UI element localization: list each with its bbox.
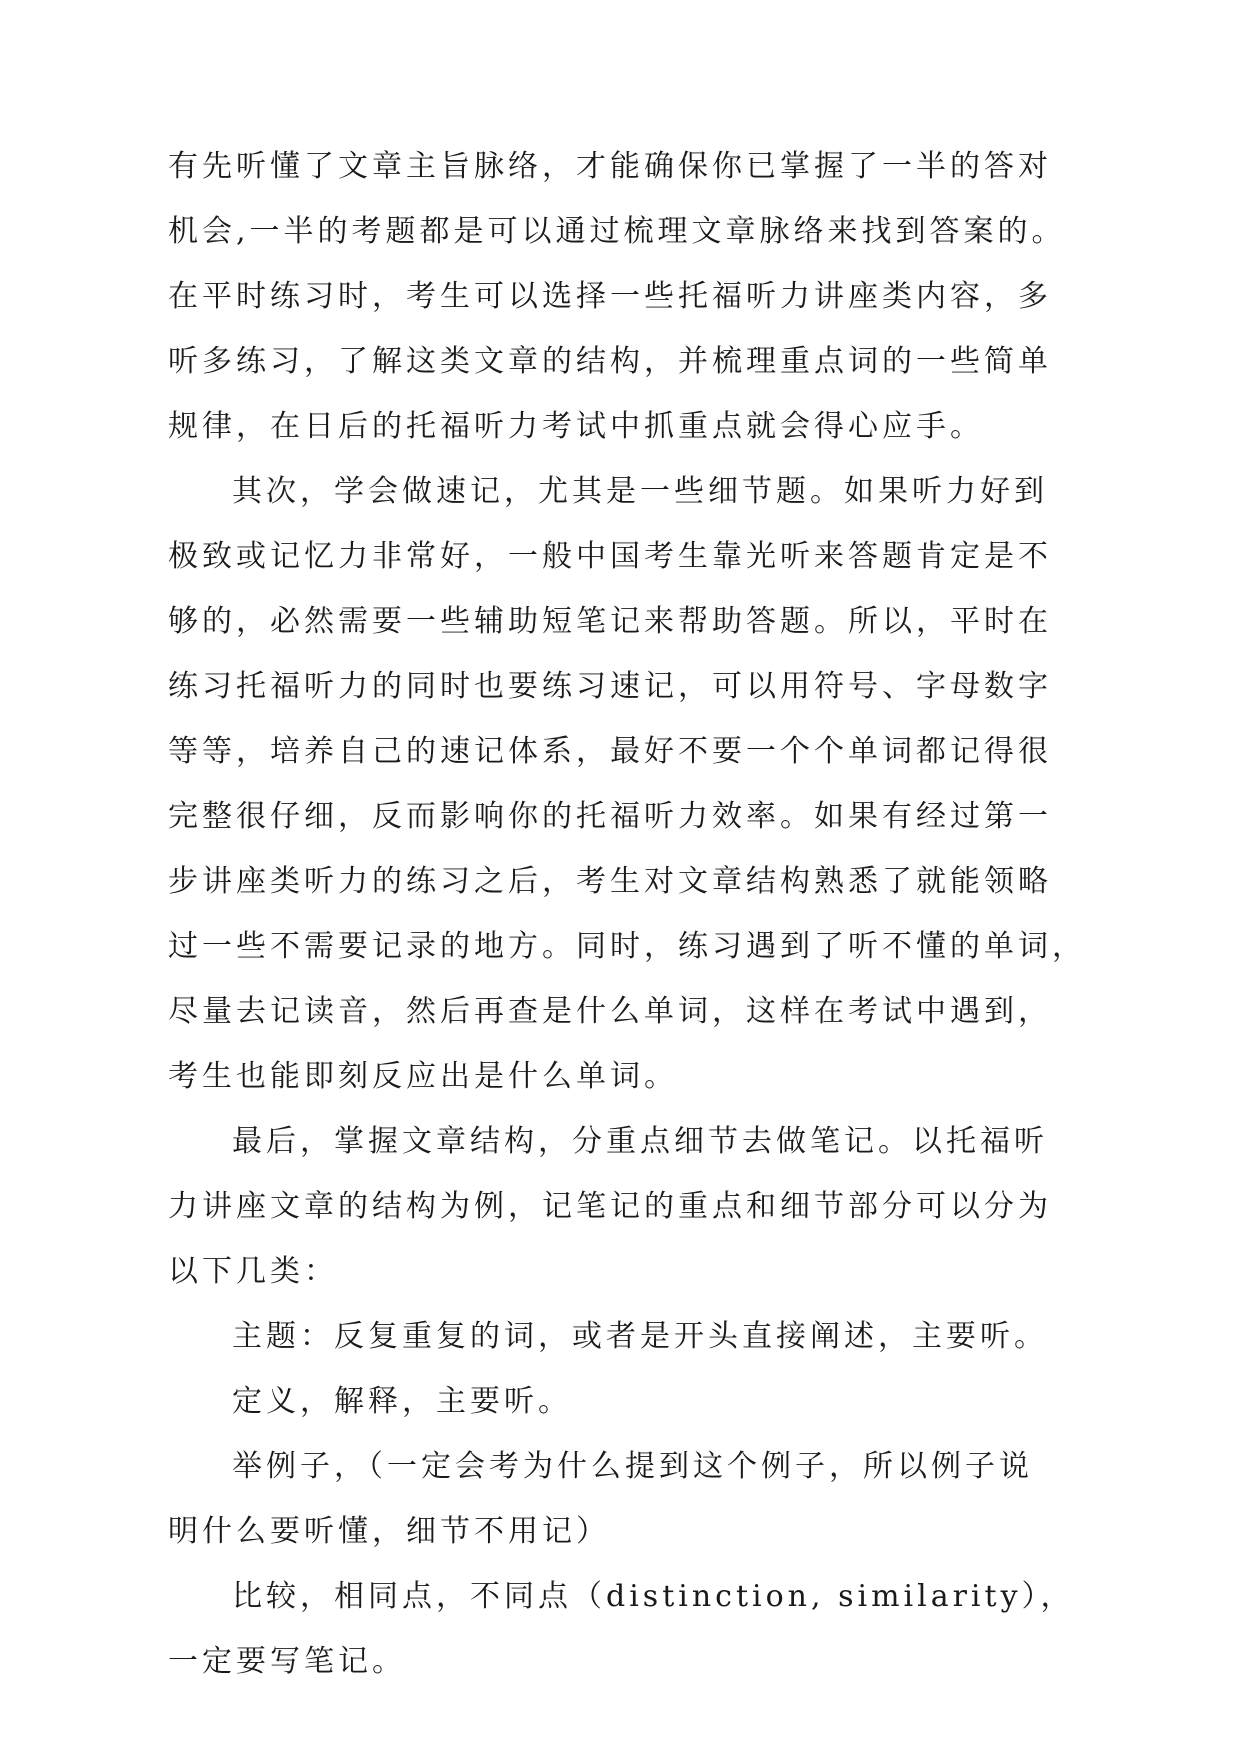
text-line: 规律，在日后的托福听力考试中抓重点就会得心应手。 — [168, 409, 984, 444]
text-line: 练习托福听力的同时也要练习速记，可以用符号、字母数字 — [168, 669, 1052, 704]
text-line: 尽量去记读音，然后再查是什么单词，这样在考试中遇到， — [168, 994, 1052, 1029]
text-line: 听多练习，了解这类文章的结构，并梳理重点词的一些简单 — [168, 344, 1052, 379]
paragraph-first-line: 最后，掌握文章结构，分重点细节去做笔记。以托福听 — [232, 1124, 1048, 1159]
text-line: 机会,一半的考题都是可以通过梳理文章脉络来找到答案的。 — [168, 214, 1066, 249]
text-line: 步讲座类听力的练习之后，考生对文章结构熟悉了就能领略 — [168, 864, 1052, 899]
list-item-topic: 主题：反复重复的词，或者是开头直接阐述，主要听。 — [232, 1319, 1048, 1354]
text-line: 考生也能即刻反应出是什么单词。 — [168, 1059, 678, 1094]
text-line: 一定要写笔记。 — [168, 1644, 406, 1679]
text-line: 等等，培养自己的速记体系，最好不要一个个单词都记得很 — [168, 734, 1052, 769]
list-item-comparison: 比较，相同点，不同点（distinction, similarity）， — [232, 1579, 1075, 1614]
text-line: 完整很仔细，反而影响你的托福听力效率。如果有经过第一 — [168, 799, 1052, 834]
text-line: 有先听懂了文章主旨脉络，才能确保你已掌握了一半的答对 — [168, 149, 1052, 184]
text-line: 在平时练习时，考生可以选择一些托福听力讲座类内容，多 — [168, 279, 1052, 314]
list-item-example: 举例子，（一定会考为什么提到这个例子，所以例子说 — [232, 1449, 1033, 1484]
list-item-definition: 定义，解释，主要听。 — [232, 1384, 572, 1419]
text-line: 极致或记忆力非常好，一般中国考生靠光听来答题肯定是不 — [168, 539, 1052, 574]
text-line: 够的，必然需要一些辅助短笔记来帮助答题。所以，平时在 — [168, 604, 1052, 639]
paragraph-first-line: 其次，学会做速记，尤其是一些细节题。如果听力好到 — [232, 474, 1048, 509]
text-line: 过一些不需要记录的地方。同时，练习遇到了听不懂的单词， — [168, 929, 1086, 964]
text-line: 力讲座文章的结构为例，记笔记的重点和细节部分可以分为 — [168, 1189, 1052, 1224]
text-line: 明什么要听懂，细节不用记） — [168, 1514, 610, 1549]
text-line: 以下几类： — [168, 1254, 338, 1289]
